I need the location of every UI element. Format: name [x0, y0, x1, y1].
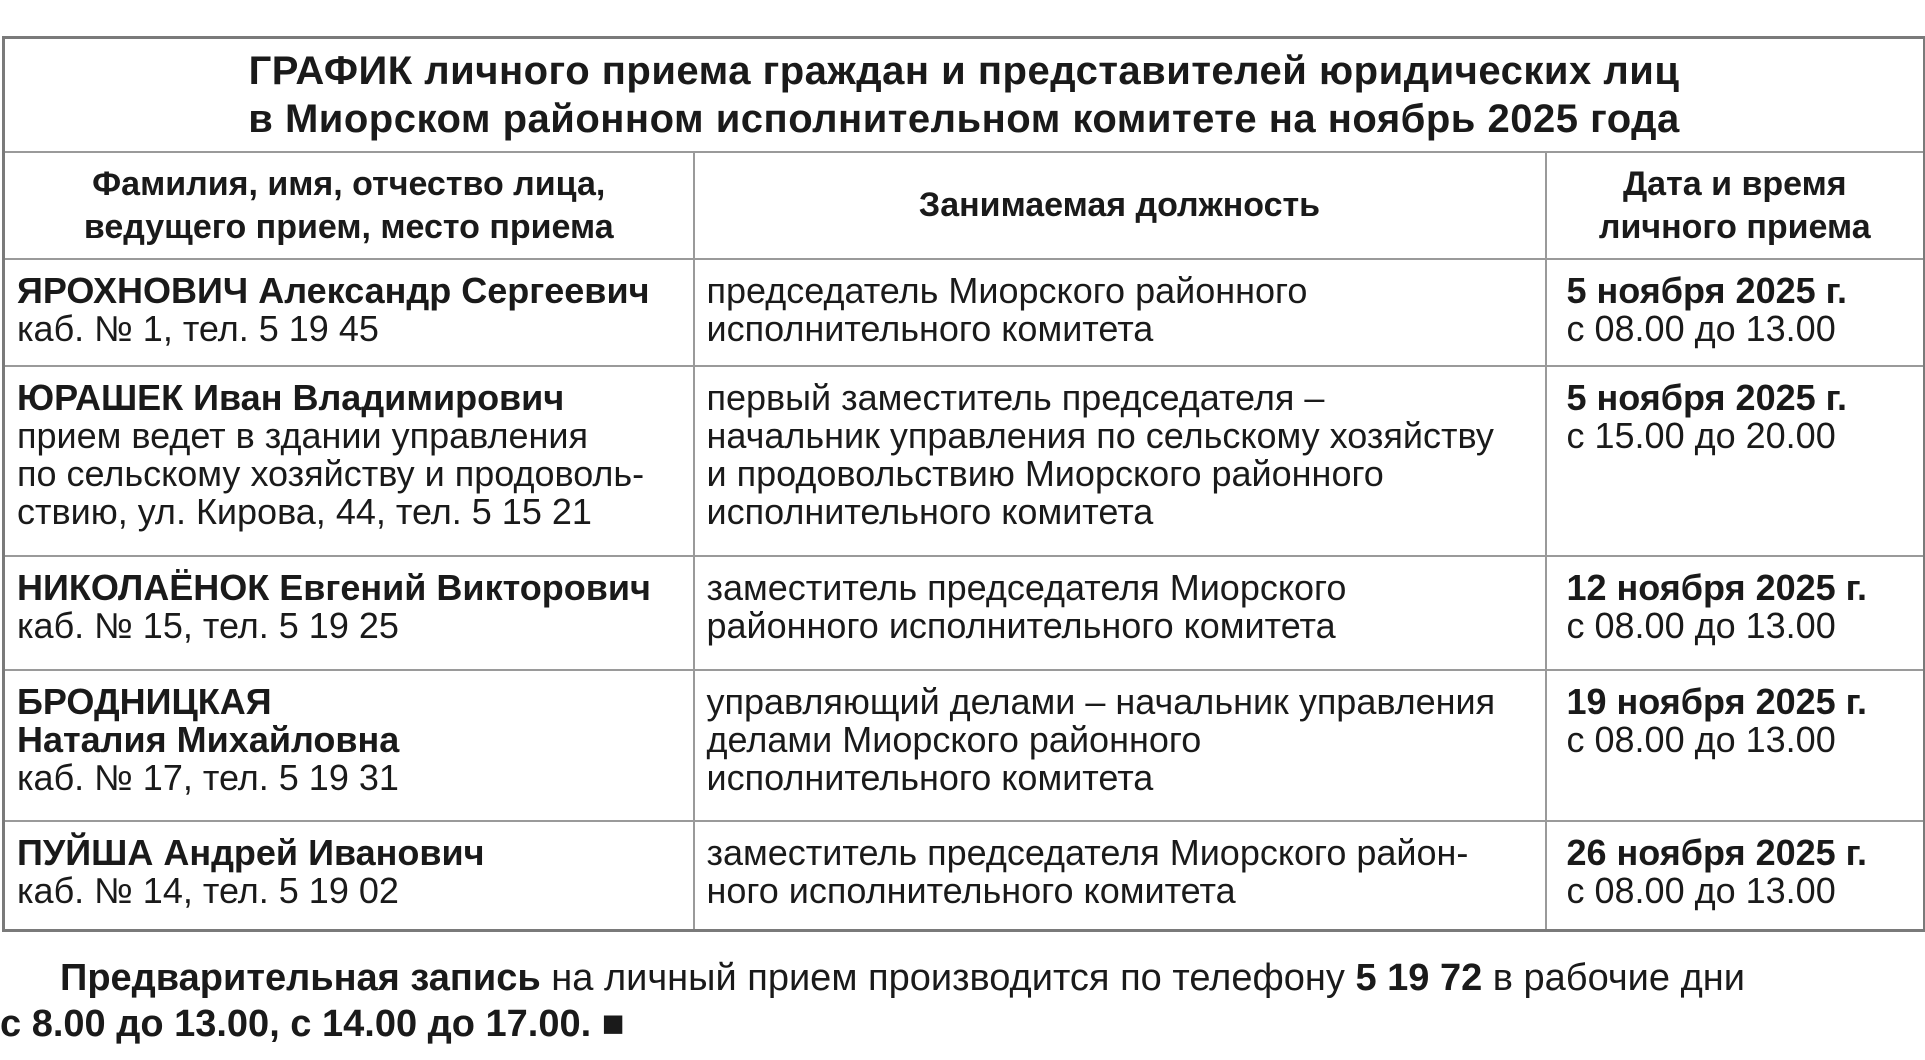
- person-cell: БРОДНИЦКАЯ Наталия Михайловна каб. № 17, тел. 5 19 31: [4, 670, 694, 821]
- table-row: [4, 259, 1925, 366]
- header-row: [4, 152, 1925, 259]
- date-cell: 26 ноября 2025 г. с 08.00 до 13.00: [1546, 821, 1925, 930]
- person-cell: ПУЙША Андрей Иванович каб. № 14, тел. 5 19 02: [4, 821, 694, 930]
- position-cell: первый заместитель председателя – начальник управления по сельскому хозяйству и продовольствию Миорского районного исполнительного комитета: [694, 366, 1546, 556]
- date-cell: 12 ноября 2025 г. с 08.00 до 13.00: [1546, 556, 1925, 670]
- schedule-table: [2, 36, 1925, 932]
- person-cell: ЯРОХНОВИЧ Александр Сергеевич каб. № 1, тел. 5 19 45: [4, 259, 694, 366]
- date-cell: 5 ноября 2025 г. с 15.00 до 20.00: [1546, 366, 1925, 556]
- position-cell: управляющий делами – начальник управления делами Миорского районного исполнительного комитета: [694, 670, 1546, 821]
- table-row: [4, 821, 1925, 930]
- position-cell: заместитель председателя Миорского районного исполнительного комитета: [694, 556, 1546, 670]
- header-position: Занимаемая должность: [694, 152, 1546, 259]
- person-cell: НИКОЛАЁНОК Евгений Викторович каб. № 15, тел. 5 19 25: [4, 556, 694, 670]
- person-cell: ЮРАШЕК Иван Владимирович прием ведет в здании управления по сельскому хозяйству и продоволь- ствию, ул. Кирова, 44, тел. 5 15 21: [4, 366, 694, 556]
- table-row: [4, 366, 1925, 556]
- table-row: [4, 670, 1925, 821]
- header-date: Дата и время личного приема: [1546, 152, 1925, 259]
- position-cell: заместитель председателя Миорского район- ного исполнительного комитета: [694, 821, 1546, 930]
- table-title: ГРАФИК личного приема граждан и представителей юридических лиц в Миорском районном исполнительном комитете на ноябрь 2025 года: [4, 38, 1925, 153]
- table-row: [4, 556, 1925, 670]
- date-cell: 19 ноября 2025 г. с 08.00 до 13.00: [1546, 670, 1925, 821]
- footer-note: Предварительная запись на личный прием производится по телефону 5 19 72 в рабочие дни с 8.00 до 13.00, с 14.00 до 17.00. ■: [0, 957, 1745, 1045]
- header-name: Фамилия, имя, отчество лица, ведущего прием, место приема: [4, 152, 694, 259]
- position-cell: председатель Миорского районного исполнительного комитета: [694, 259, 1546, 366]
- date-cell: 5 ноября 2025 г. с 08.00 до 13.00: [1546, 259, 1925, 366]
- title-row: [4, 38, 1925, 153]
- end-mark-icon: ■: [601, 1003, 625, 1045]
